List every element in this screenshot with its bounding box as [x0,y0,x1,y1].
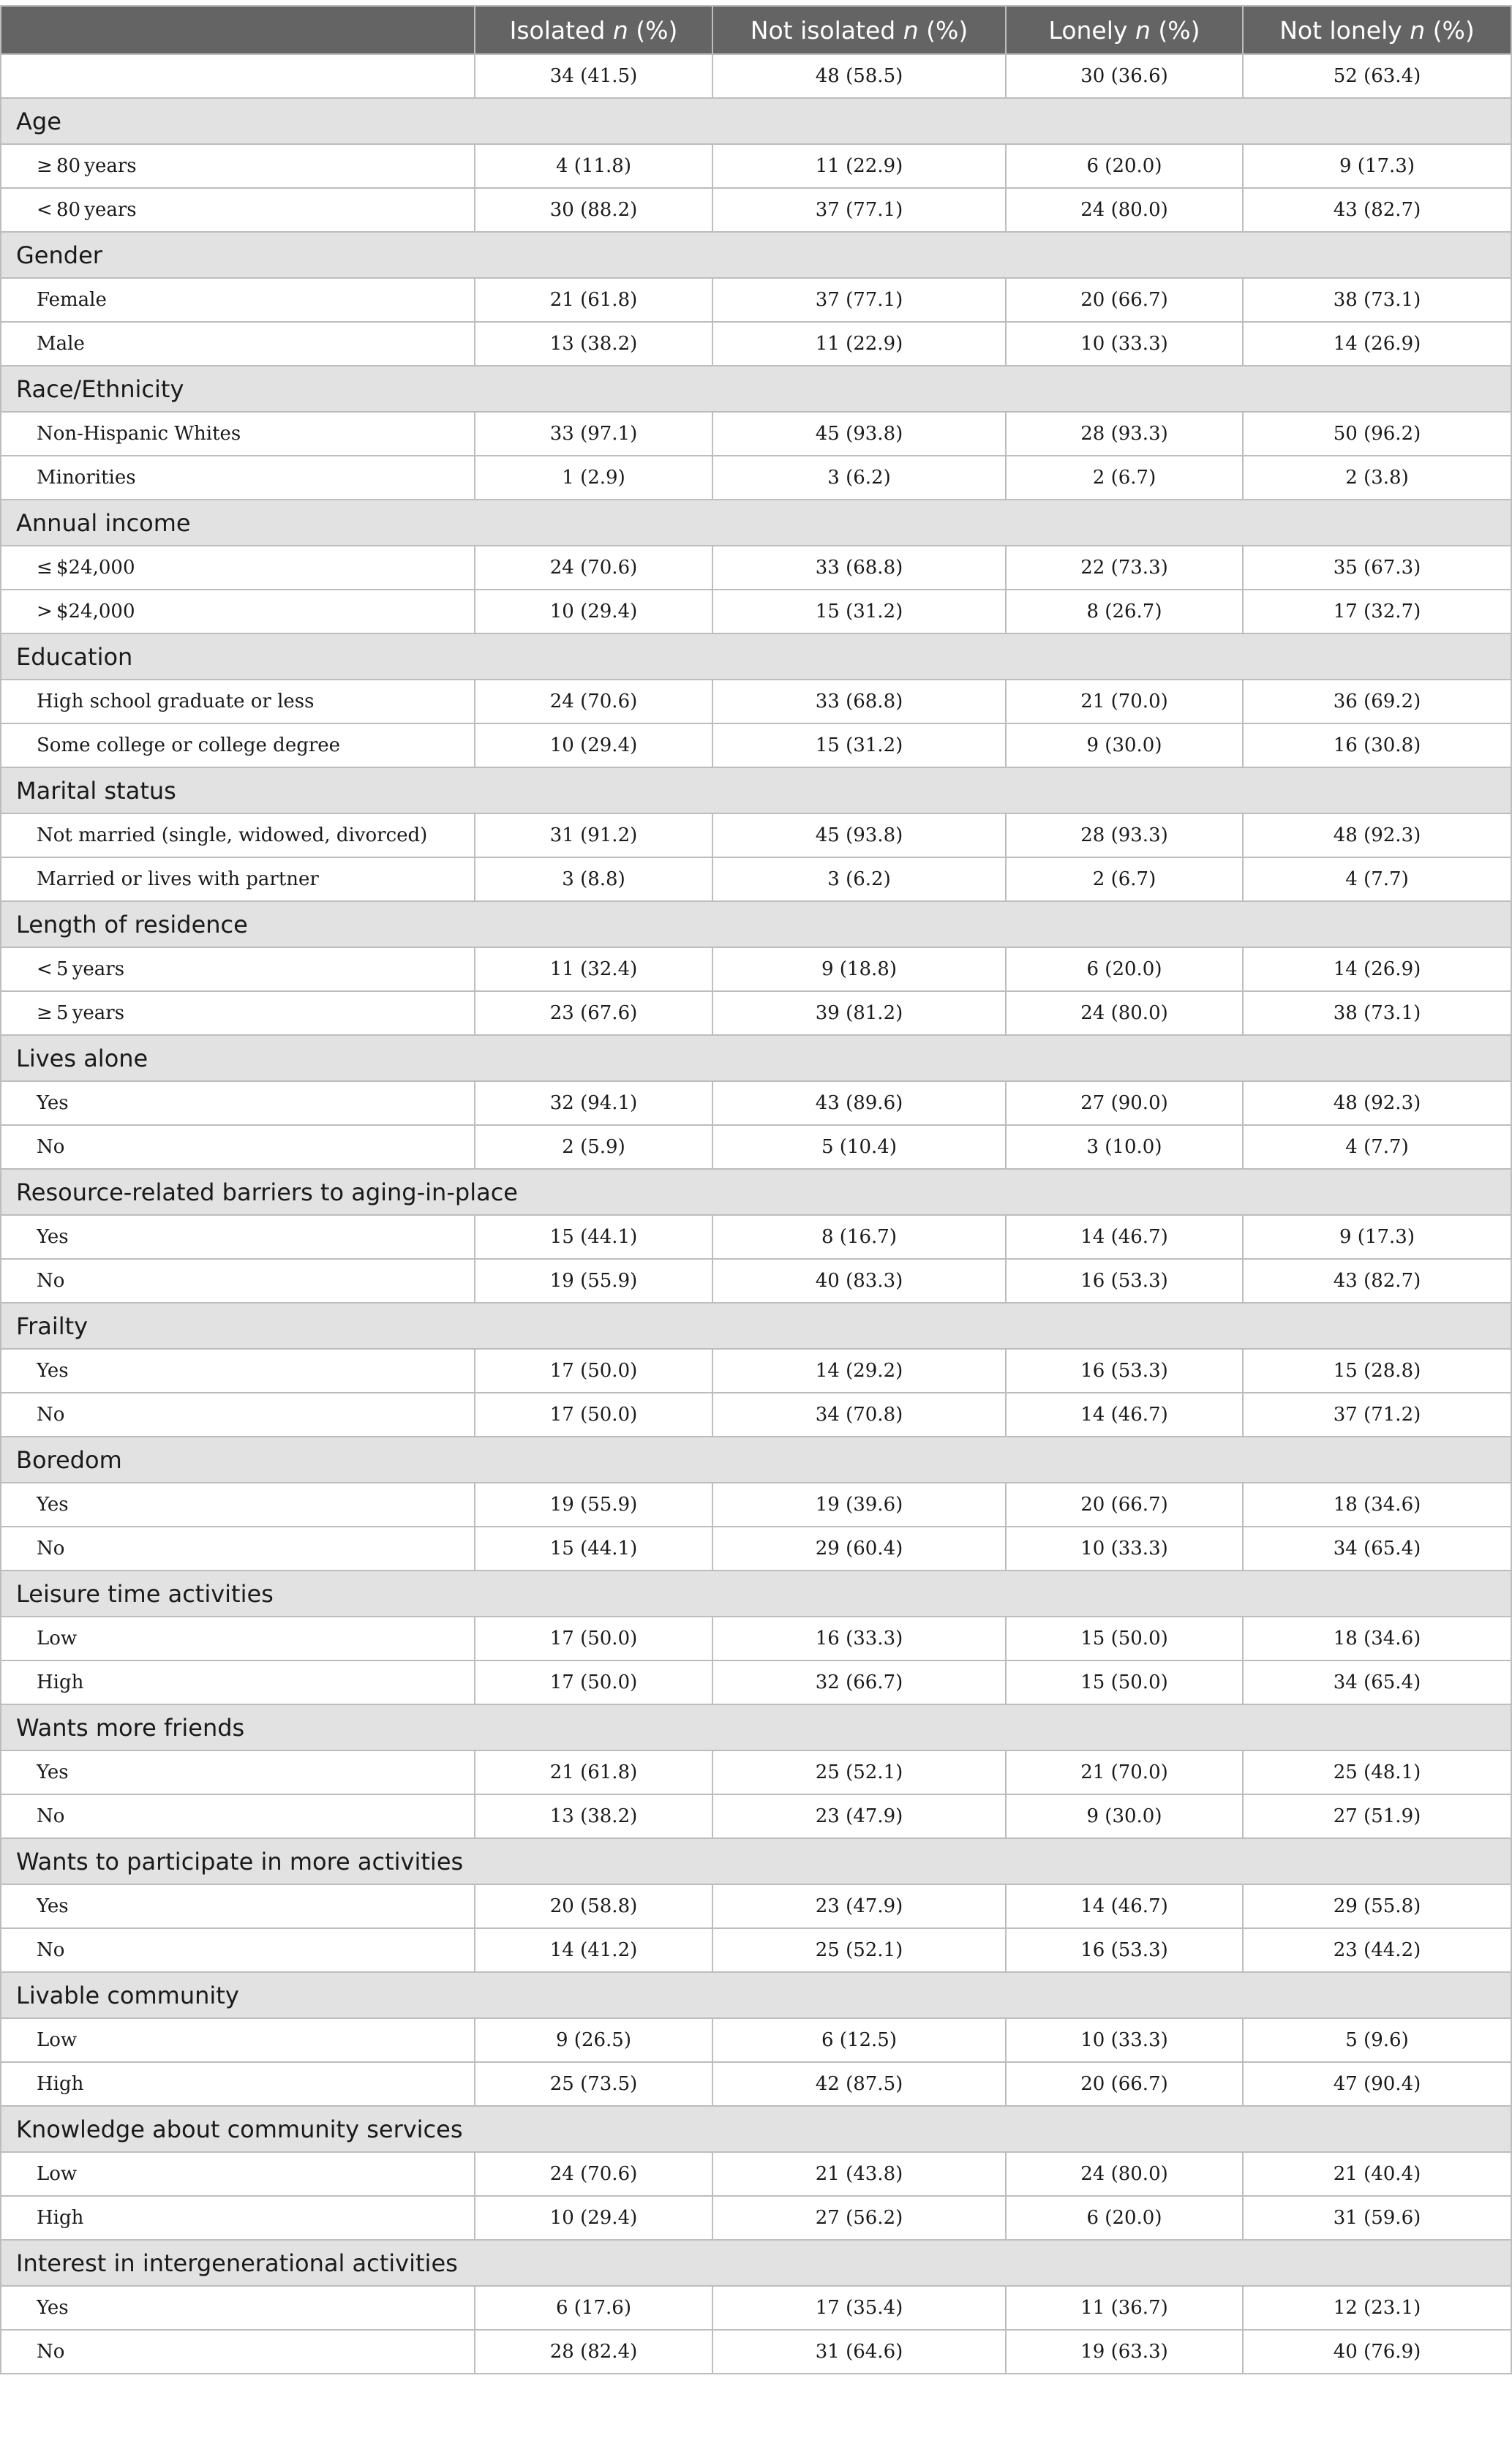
table-cell: 30 (36.6) [1006,54,1243,98]
row-label: Low [1,2152,475,2196]
table-cell: 21 (61.8) [475,1750,712,1794]
header-cell-lonely: Lonely n (%) [1006,6,1243,54]
table-cell: 27 (90.0) [1006,1081,1243,1125]
table-cell: 5 (10.4) [712,1125,1006,1169]
table-cell: 5 (9.6) [1243,2018,1511,2062]
table-cell: 24 (70.6) [475,2152,712,2196]
group-header-row [1,1972,1511,2018]
table-row [1,680,1511,723]
group-title: Education [1,633,1511,680]
table-cell: 14 (41.2) [475,1928,712,1972]
row-label: Yes [1,1483,475,1527]
table-row [1,991,1511,1035]
table-cell: 34 (41.5) [475,54,712,98]
table-cell: 31 (64.6) [712,2330,1006,2374]
table-cell: 4 (7.7) [1243,1125,1511,1169]
table-cell: 37 (77.1) [712,188,1006,232]
table-cell: 3 (6.2) [712,857,1006,901]
table-cell: 6 (20.0) [1006,144,1243,188]
table-cell: 40 (83.3) [712,1259,1006,1303]
group-title: Livable community [1,1972,1511,2018]
table-cell: 33 (97.1) [475,412,712,456]
table-cell: 16 (33.3) [712,1617,1006,1660]
row-label: > $24,000 [1,590,475,633]
table-cell: 8 (26.7) [1006,590,1243,633]
table-cell: 20 (66.7) [1006,1483,1243,1527]
table-cell: 4 (11.8) [475,144,712,188]
table-row [1,2196,1511,2240]
group-title: Marital status [1,767,1511,813]
table-cell: 2 (3.8) [1243,456,1511,500]
table-cell: 19 (55.9) [475,1483,712,1527]
table-cell: 17 (50.0) [475,1393,712,1437]
group-header-row [1,901,1511,947]
table-cell: 6 (12.5) [712,2018,1006,2062]
table-row [1,1928,1511,1972]
table-cell: 33 (68.8) [712,680,1006,723]
table-row [1,2330,1511,2374]
row-label: No [1,1794,475,1838]
group-title: Wants more friends [1,1704,1511,1750]
table-cell: 33 (68.8) [712,546,1006,590]
table-row [1,1259,1511,1303]
group-header-row [1,1303,1511,1349]
totals-label [1,54,475,98]
table-row [1,1660,1511,1704]
table-cell: 10 (29.4) [475,723,712,767]
table-row [1,723,1511,767]
table-row [1,2062,1511,2106]
table-cell: 2 (6.7) [1006,456,1243,500]
table-cell: 37 (77.1) [712,278,1006,322]
table-cell: 11 (36.7) [1006,2286,1243,2330]
table-cell: 39 (81.2) [712,991,1006,1035]
table-row [1,813,1511,857]
table-cell: 32 (66.7) [712,1660,1006,1704]
row-label: High [1,2062,475,2106]
table-cell: 9 (17.3) [1243,144,1511,188]
table-cell: 17 (32.7) [1243,590,1511,633]
row-label: No [1,2330,475,2374]
table-cell: 19 (63.3) [1006,2330,1243,2374]
group-title: Frailty [1,1303,1511,1349]
table-cell: 23 (44.2) [1243,1928,1511,1972]
group-header-row [1,500,1511,546]
table-cell: 6 (17.6) [475,2286,712,2330]
table-cell: 21 (43.8) [712,2152,1006,2196]
table-cell: 20 (66.7) [1006,2062,1243,2106]
table-cell: 16 (30.8) [1243,723,1511,767]
table-cell: 15 (31.2) [712,590,1006,633]
table-cell: 48 (92.3) [1243,813,1511,857]
table-cell: 21 (40.4) [1243,2152,1511,2196]
row-label: Married or lives with partner [1,857,475,901]
table-cell: 45 (93.8) [712,813,1006,857]
row-label: Some college or college degree [1,723,475,767]
table-cell: 11 (22.9) [712,144,1006,188]
table-body [1,6,1511,2374]
group-title: Knowledge about community services [1,2106,1511,2152]
table-cell: 6 (20.0) [1006,2196,1243,2240]
row-label: Yes [1,1081,475,1125]
table-cell: 4 (7.7) [1243,857,1511,901]
table-cell: 31 (59.6) [1243,2196,1511,2240]
table-cell: 24 (70.6) [475,680,712,723]
row-label: No [1,1125,475,1169]
table-row [1,278,1511,322]
group-header-row [1,633,1511,680]
table-cell: 24 (80.0) [1006,188,1243,232]
table-cell: 29 (60.4) [712,1527,1006,1571]
table-cell: 32 (94.1) [475,1081,712,1125]
table-row [1,1125,1511,1169]
table-cell: 23 (47.9) [712,1794,1006,1838]
header-cell-isolated: Isolated n (%) [475,6,712,54]
group-title: Wants to participate in more activities [1,1838,1511,1884]
group-title: Lives alone [1,1035,1511,1081]
group-header-row [1,232,1511,278]
table-row [1,2152,1511,2196]
table-cell: 24 (80.0) [1006,2152,1243,2196]
table-cell: 27 (56.2) [712,2196,1006,2240]
table-cell: 25 (48.1) [1243,1750,1511,1794]
group-header-row [1,1035,1511,1081]
table-row [1,1617,1511,1660]
table-cell: 48 (58.5) [712,54,1006,98]
table-cell: 34 (70.8) [712,1393,1006,1437]
table-cell: 25 (52.1) [712,1928,1006,1972]
table-row [1,546,1511,590]
table-cell: 48 (92.3) [1243,1081,1511,1125]
table-cell: 9 (26.5) [475,2018,712,2062]
table-cell: 9 (30.0) [1006,1794,1243,1838]
table-cell: 29 (55.8) [1243,1884,1511,1928]
row-label: High school graduate or less [1,680,475,723]
table-cell: 35 (67.3) [1243,546,1511,590]
row-label: No [1,1527,475,1571]
table-cell: 47 (90.4) [1243,2062,1511,2106]
row-label: ≥ 80 years [1,144,475,188]
row-label: < 80 years [1,188,475,232]
table-cell: 3 (10.0) [1006,1125,1243,1169]
table-cell: 17 (50.0) [475,1349,712,1393]
table-cell: 21 (70.0) [1006,1750,1243,1794]
table-cell: 15 (50.0) [1006,1617,1243,1660]
table-cell: 34 (65.4) [1243,1660,1511,1704]
table-cell: 12 (23.1) [1243,2286,1511,2330]
header-cell-empty [1,6,475,54]
table-cell: 14 (26.9) [1243,947,1511,991]
table-cell: 11 (32.4) [475,947,712,991]
table-row [1,2018,1511,2062]
table-cell: 15 (44.1) [475,1527,712,1571]
table-cell: 13 (38.2) [475,1794,712,1838]
table-cell: 42 (87.5) [712,2062,1006,2106]
table-cell: 10 (33.3) [1006,322,1243,366]
table-cell: 34 (65.4) [1243,1527,1511,1571]
table-cell: 17 (35.4) [712,2286,1006,2330]
table-cell: 24 (80.0) [1006,991,1243,1035]
row-label: Yes [1,2286,475,2330]
table-row [1,2286,1511,2330]
table-cell: 19 (55.9) [475,1259,712,1303]
table-cell: 16 (53.3) [1006,1259,1243,1303]
row-label: Non-Hispanic Whites [1,412,475,456]
table-cell: 18 (34.6) [1243,1617,1511,1660]
table-row [1,1349,1511,1393]
group-header-row [1,767,1511,813]
row-label: High [1,2196,475,2240]
group-title: Annual income [1,500,1511,546]
table-row [1,456,1511,500]
table-row [1,1393,1511,1437]
table-row [1,144,1511,188]
row-label: Low [1,2018,475,2062]
table-cell: 17 (50.0) [475,1660,712,1704]
table-cell: 6 (20.0) [1006,947,1243,991]
table-cell: 40 (76.9) [1243,2330,1511,2374]
table-row [1,1794,1511,1838]
table-cell: 14 (46.7) [1006,1215,1243,1259]
table-cell: 43 (82.7) [1243,1259,1511,1303]
table-cell: 21 (61.8) [475,278,712,322]
table-cell: 20 (58.8) [475,1884,712,1928]
table-cell: 28 (93.3) [1006,813,1243,857]
table-cell: 22 (73.3) [1006,546,1243,590]
table-cell: 10 (29.4) [475,2196,712,2240]
group-title: Length of residence [1,901,1511,947]
group-header-row [1,366,1511,412]
table-cell: 30 (88.2) [475,188,712,232]
group-header-row [1,2240,1511,2286]
group-header-row [1,1169,1511,1215]
table-cell: 20 (66.7) [1006,278,1243,322]
table-cell: 13 (38.2) [475,322,712,366]
group-title: Age [1,98,1511,144]
table-cell: 16 (53.3) [1006,1349,1243,1393]
table-cell: 1 (2.9) [475,456,712,500]
row-label: Female [1,278,475,322]
table-cell: 15 (31.2) [712,723,1006,767]
table-row [1,1215,1511,1259]
group-header-row [1,98,1511,144]
table-cell: 21 (70.0) [1006,680,1243,723]
table-row [1,1081,1511,1125]
group-title: Race/Ethnicity [1,366,1511,412]
table-cell: 52 (63.4) [1243,54,1511,98]
table-cell: 2 (5.9) [475,1125,712,1169]
table-row [1,857,1511,901]
table-cell: 38 (73.1) [1243,991,1511,1035]
table-cell: 37 (71.2) [1243,1393,1511,1437]
table-cell: 14 (46.7) [1006,1393,1243,1437]
table-cell: 43 (82.7) [1243,188,1511,232]
table-row [1,1750,1511,1794]
table-cell: 14 (46.7) [1006,1884,1243,1928]
header-cell-not-isolated: Not isolated n (%) [712,6,1006,54]
table-cell: 28 (93.3) [1006,412,1243,456]
table-cell: 3 (6.2) [712,456,1006,500]
table-cell: 36 (69.2) [1243,680,1511,723]
group-header-row [1,1838,1511,1884]
table-cell: 10 (33.3) [1006,2018,1243,2062]
table-cell: 9 (17.3) [1243,1215,1511,1259]
table-cell: 27 (51.9) [1243,1794,1511,1838]
row-label: Yes [1,1884,475,1928]
group-header-row [1,1704,1511,1750]
group-title: Leisure time activities [1,1571,1511,1617]
table-row [1,188,1511,232]
table-cell: 19 (39.6) [712,1483,1006,1527]
table-row [1,412,1511,456]
table-cell: 31 (91.2) [475,813,712,857]
row-label: Minorities [1,456,475,500]
group-title: Boredom [1,1437,1511,1483]
row-label: No [1,1259,475,1303]
table-cell: 50 (96.2) [1243,412,1511,456]
data-table [0,5,1512,2374]
table-cell: 38 (73.1) [1243,278,1511,322]
table-cell: 14 (29.2) [712,1349,1006,1393]
table-cell: 43 (89.6) [712,1081,1006,1125]
table-cell: 11 (22.9) [712,322,1006,366]
table-cell: 15 (44.1) [475,1215,712,1259]
row-label: Not married (single, widowed, divorced) [1,813,475,857]
group-header-row [1,2106,1511,2152]
table-cell: 8 (16.7) [712,1215,1006,1259]
table-cell: 23 (67.6) [475,991,712,1035]
table-cell: 2 (6.7) [1006,857,1243,901]
group-title: Interest in intergenerational activities [1,2240,1511,2286]
row-label: Male [1,322,475,366]
table-cell: 23 (47.9) [712,1884,1006,1928]
table-cell: 10 (29.4) [475,590,712,633]
table-cell: 3 (8.8) [475,857,712,901]
table-cell: 25 (52.1) [712,1750,1006,1794]
table-cell: 28 (82.4) [475,2330,712,2374]
table-cell: 14 (26.9) [1243,322,1511,366]
row-label: < 5 years [1,947,475,991]
group-title: Resource-related barriers to aging-in-place [1,1169,1511,1215]
group-header-row [1,1571,1511,1617]
group-header-row [1,1437,1511,1483]
table-row [1,590,1511,633]
table-row [1,1483,1511,1527]
table-cell: 9 (30.0) [1006,723,1243,767]
group-title: Gender [1,232,1511,278]
table-cell: 15 (50.0) [1006,1660,1243,1704]
table-cell: 18 (34.6) [1243,1483,1511,1527]
table-cell: 9 (18.8) [712,947,1006,991]
table-cell: 17 (50.0) [475,1617,712,1660]
row-label: High [1,1660,475,1704]
table-cell: 45 (93.8) [712,412,1006,456]
row-label: Yes [1,1349,475,1393]
row-label: ≤ $24,000 [1,546,475,590]
table-cell: 24 (70.6) [475,546,712,590]
row-label: No [1,1928,475,1972]
table-cell: 16 (53.3) [1006,1928,1243,1972]
row-label: Yes [1,1215,475,1259]
table-cell: 10 (33.3) [1006,1527,1243,1571]
table-row [1,1527,1511,1571]
table-cell: 25 (73.5) [475,2062,712,2106]
row-label: ≥ 5 years [1,991,475,1035]
table-row [1,322,1511,366]
header-row [1,6,1511,54]
table-cell: 15 (28.8) [1243,1349,1511,1393]
totals-row [1,54,1511,98]
table-row [1,1884,1511,1928]
row-label: Yes [1,1750,475,1794]
row-label: No [1,1393,475,1437]
header-cell-not-lonely: Not lonely n (%) [1243,6,1511,54]
table-row [1,947,1511,991]
row-label: Low [1,1617,475,1660]
